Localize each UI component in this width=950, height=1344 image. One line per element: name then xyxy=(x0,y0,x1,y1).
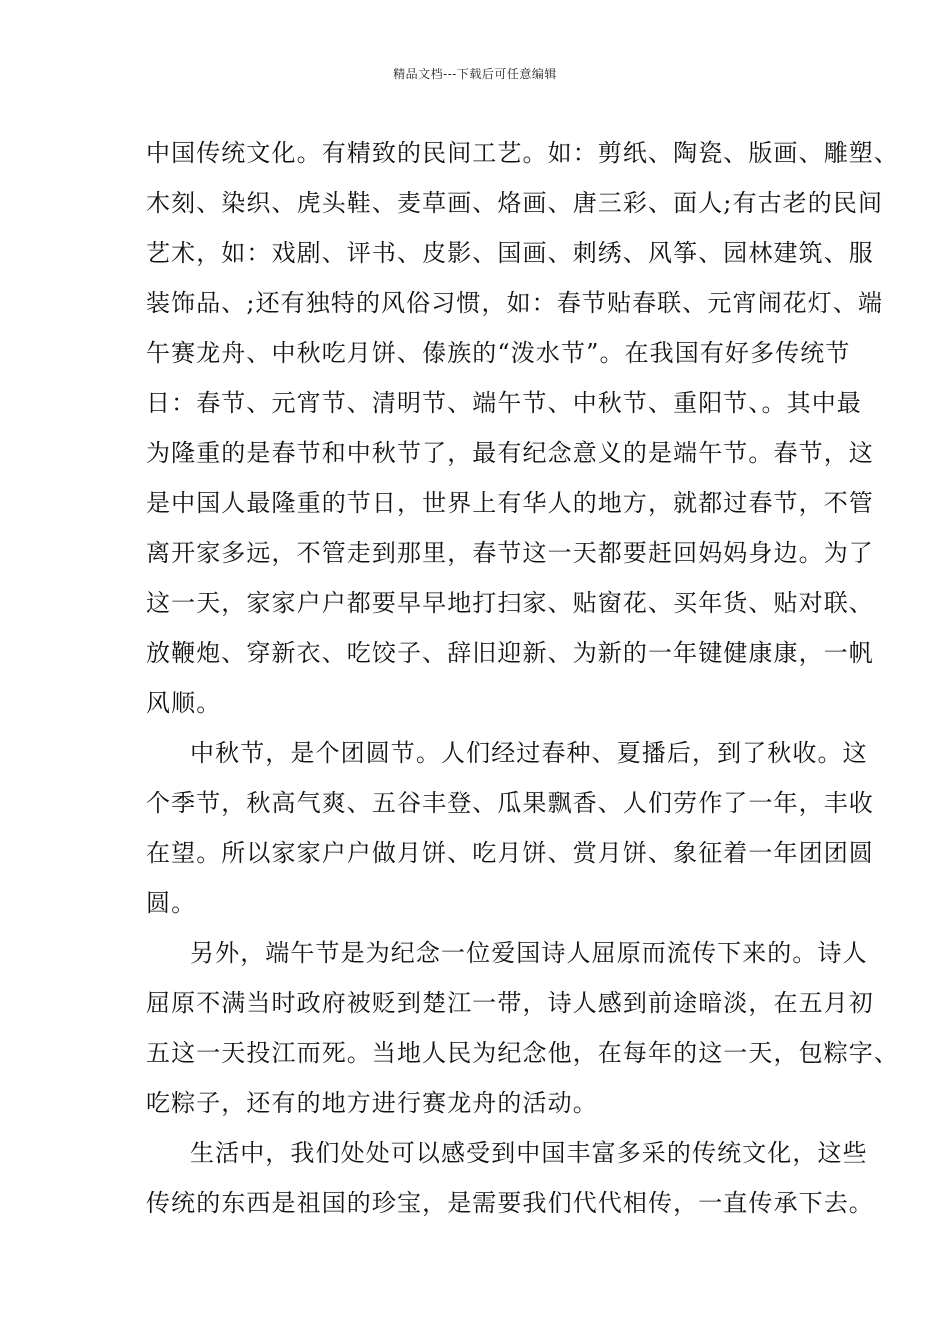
text-line: 生活中，我们处处可以感受到中国丰富多采的传统文化，这些 xyxy=(190,1139,868,1167)
text-line: 是中国人最隆重的节日，世界上有华人的地方，就都过春节，不管 xyxy=(146,489,874,517)
paragraph-mid-autumn xyxy=(146,728,874,928)
text-line: 离开家多远，不管走到那里，春节这一天都要赶回妈妈身边。为了 xyxy=(146,539,874,567)
text-line: 传统的东西是祖国的珍宝，是需要我们代代相传，一直传承下去。 xyxy=(146,1189,874,1217)
text-line: 屈原不满当时政府被贬到楚江一带，诗人感到前途暗淡，在五月初 xyxy=(146,989,874,1017)
text-line: 中秋节，是个团圆节。人们经过春种、夏播后，到了秋收。这 xyxy=(190,739,868,767)
text-line: 日：春节、元宵节、清明节、端午节、中秋节、重阳节、。其中最 xyxy=(146,389,862,417)
document-body xyxy=(146,128,899,1228)
text-line: 木刻、染织、虎头鞋、麦草画、烙画、唐三彩、面人;有古老的民间 xyxy=(146,189,884,217)
text-line: 为隆重的是春节和中秋节了，最有纪念意义的是端午节。春节，这 xyxy=(146,439,874,467)
text-line: 这一天，家家户户都要早早地打扫家、贴窗花、买年货、贴对联、 xyxy=(146,589,874,617)
text-line: 在望。所以家家户户做月饼、吃月饼、赏月饼、象征着一年团团圆 xyxy=(146,839,874,867)
text-line: 风顺。 xyxy=(146,689,222,717)
paragraph-conclusion xyxy=(146,1128,874,1228)
text-line: 吃粽子，还有的地方进行赛龙舟的活动。 xyxy=(146,1089,598,1117)
text-line: 中国传统文化。有精致的民间工艺。如：剪纸、陶瓷、版画、雕塑、 xyxy=(146,139,899,167)
text-line: 个季节，秋高气爽、五谷丰登、瓜果飘香、人们劳作了一年，丰收 xyxy=(146,789,874,817)
page-header: 精品文档---下载后可任意编辑 xyxy=(393,67,557,81)
paragraph-traditional-culture xyxy=(146,128,899,728)
paragraph-dragon-boat xyxy=(146,928,899,1128)
text-line: 艺术，如：戏剧、评书、皮影、国画、刺绣、风筝、园林建筑、服 xyxy=(146,239,874,267)
text-line: 圆。 xyxy=(146,889,197,917)
text-line: 另外，端午节是为纪念一位爱国诗人屈原而流传下来的。诗人 xyxy=(190,939,868,967)
text-line: 午赛龙舟、中秋吃月饼、傣族的“泼水节”。在我国有好多传统节 xyxy=(146,339,851,367)
text-line: 装饰品、;还有独特的风俗习惯，如：春节贴春联、元宵闹花灯、端 xyxy=(146,289,884,317)
text-line: 放鞭炮、穿新衣、吃饺子、辞旧迎新、为新的一年键健康康，一帆 xyxy=(146,639,874,667)
text-line: 五这一天投江而死。当地人民为纪念他，在每年的这一天，包粽字、 xyxy=(146,1039,899,1067)
